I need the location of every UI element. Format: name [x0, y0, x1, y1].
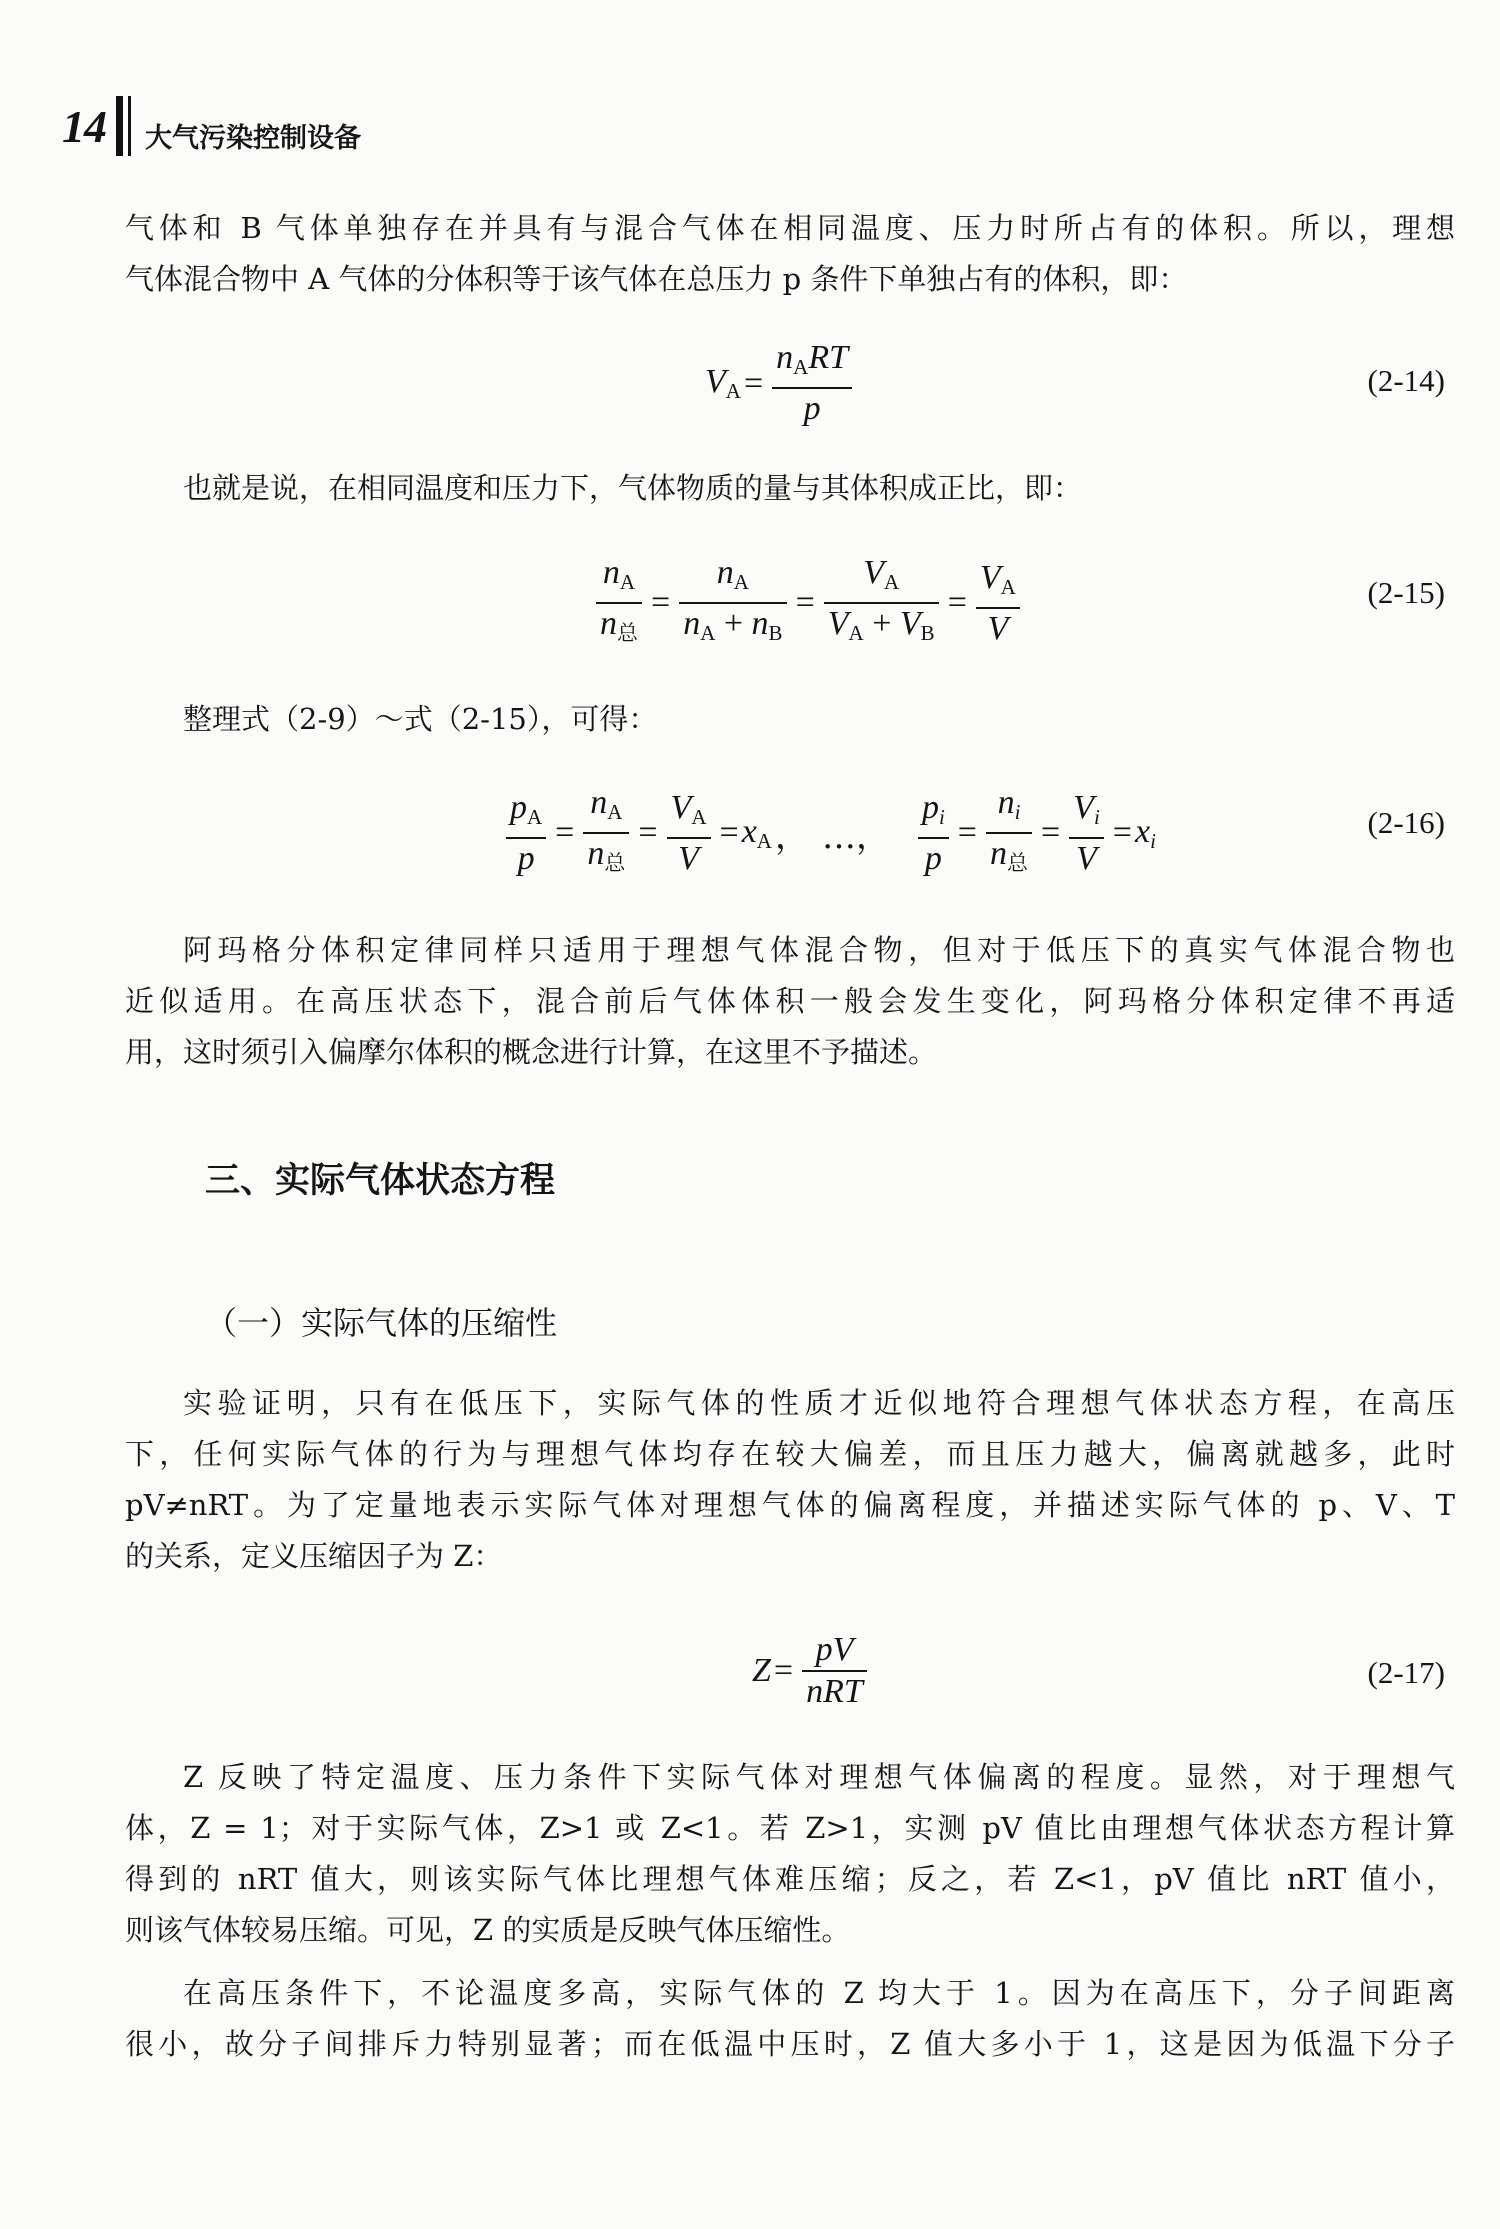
equation-number: (2-14): [1367, 363, 1445, 398]
text-line: 下，任何实际气体的行为与理想气体均存在较大偏差，而且压力越大，偏离就越多，此时: [125, 1437, 1455, 1471]
paragraph-4: [125, 925, 1455, 1078]
equation-2-16: $p_A$ p = $n_A$ $n_总$ = $V_A$ V = $x_A$ ， …， $p_i$ p = $n_i$ $n_总$ = $V_i$ V = $x_i$ (2-16): [0, 775, 1500, 885]
equation-2-17: Z = pV nRT (2-17): [752, 1631, 1445, 1710]
eq-lhs: $V_A$: [705, 363, 741, 403]
text-line: 气体混合物中 A 气体的分体积等于该气体在总压力 p 条件下单独占有的体积，即：: [125, 262, 1188, 296]
fraction: $V_i$ V: [1069, 788, 1104, 879]
text-line: 近似适用。在高压状态下，混合前后气体体积一般会发生变化，阿玛格分体积定律不再适: [125, 984, 1455, 1018]
paragraph-7: [125, 1968, 1455, 2070]
paragraph-5: [125, 1378, 1455, 1582]
fraction: $n_A$ $n_总$: [596, 553, 642, 653]
text-line: 的关系，定义压缩因子为 Z：: [125, 1539, 503, 1573]
fraction: $n_ART$ p: [772, 338, 852, 429]
paragraph-6: [125, 1752, 1455, 1956]
text-line: 在高压条件下，不论温度多高，实际气体的 Z 均大于 1。因为在高压下，分子间距离: [183, 1976, 1455, 2010]
text-line: Z 反映了特定温度、压力条件下实际气体对理想气体偏离的程度。显然，对于理想气: [183, 1760, 1455, 1794]
header-divider: [116, 96, 131, 156]
text-line: 也就是说，在相同温度和压力下，气体物质的量与其体积成正比，即：: [183, 471, 1083, 505]
fraction: $V_A$ V: [667, 788, 711, 879]
equation-number: (2-15): [1367, 575, 1445, 610]
paragraph-3: [125, 694, 1455, 745]
book-title: 大气污染控制设备: [145, 122, 361, 154]
text-line: 用，这时须引入偏摩尔体积的概念进行计算，在这里不予描述。: [125, 1035, 938, 1069]
fraction: $n_A$ $n_总$: [583, 783, 629, 883]
fraction: $V_A$ V: [976, 558, 1020, 649]
text-line: 体，Z = 1；对于实际气体，Z>1 或 Z<1。若 Z>1，实测 pV 值比由理想气体状态方程计算: [125, 1811, 1455, 1845]
section-heading: 三、实际气体状态方程: [205, 1161, 556, 1201]
paragraph-1: [125, 203, 1455, 305]
text-line: 阿玛格分体积定律同样只适用于理想气体混合物，但对于低压下的真实气体混合物也: [183, 933, 1455, 967]
fraction: $V_A$ $V_A + V_B$: [824, 553, 939, 653]
text-line: 很小，故分子间排斥力特别显著；而在低温中压时，Z 值大多小于 1，这是因为低温下分子: [125, 2027, 1455, 2061]
text-line: pV≠nRT。为了定量地表示实际气体对理想气体的偏离程度，并描述实际气体的 p、V、T: [125, 1488, 1455, 1522]
fraction: pV nRT: [802, 1630, 867, 1712]
fraction: $p_i$ p: [918, 788, 949, 879]
text-line: 气体和 B 气体单独存在并具有与混合气体在相同温度、压力时所占有的体积。所以，理想: [125, 211, 1455, 245]
text-line: 则该气体较易压缩。可见，Z 的实质是反映气体压缩性。: [125, 1913, 851, 1947]
fraction: $n_A$ $n_A + n_B$: [679, 553, 786, 653]
subsection-heading: （一）实际气体的压缩性: [205, 1304, 558, 1342]
header-bar-thick: [116, 96, 123, 156]
paragraph-2: [125, 463, 1455, 514]
fraction: $n_i$ $n_总$: [986, 783, 1032, 883]
equation-2-14: [0, 330, 1500, 440]
text-line: 整理式（2-9）～式（2-15），可得：: [183, 702, 658, 736]
eq-equals: =: [743, 364, 764, 402]
text-line: 实验证明，只有在低压下，实际气体的性质才近似地符合理想气体状态方程，在高压: [183, 1386, 1455, 1420]
equation-number: (2-16): [1367, 805, 1445, 840]
header-bar-thin: [128, 96, 131, 156]
equation-2-15: $n_A$ $n_总$ = $n_A$ $n_A + n_B$ = $V_A$ $V_A + V_B$ = $V_A$ V (2-15): [0, 545, 1500, 655]
page-number: 14: [62, 100, 106, 152]
text-line: 得到的 nRT 值大，则该实际气体比理想气体难压缩；反之，若 Z<1，pV 值比 nRT 值小，: [125, 1862, 1455, 1896]
running-header: [62, 96, 361, 156]
equation-number: (2-17): [1367, 1655, 1445, 1690]
fraction: $p_A$ p: [506, 788, 546, 879]
